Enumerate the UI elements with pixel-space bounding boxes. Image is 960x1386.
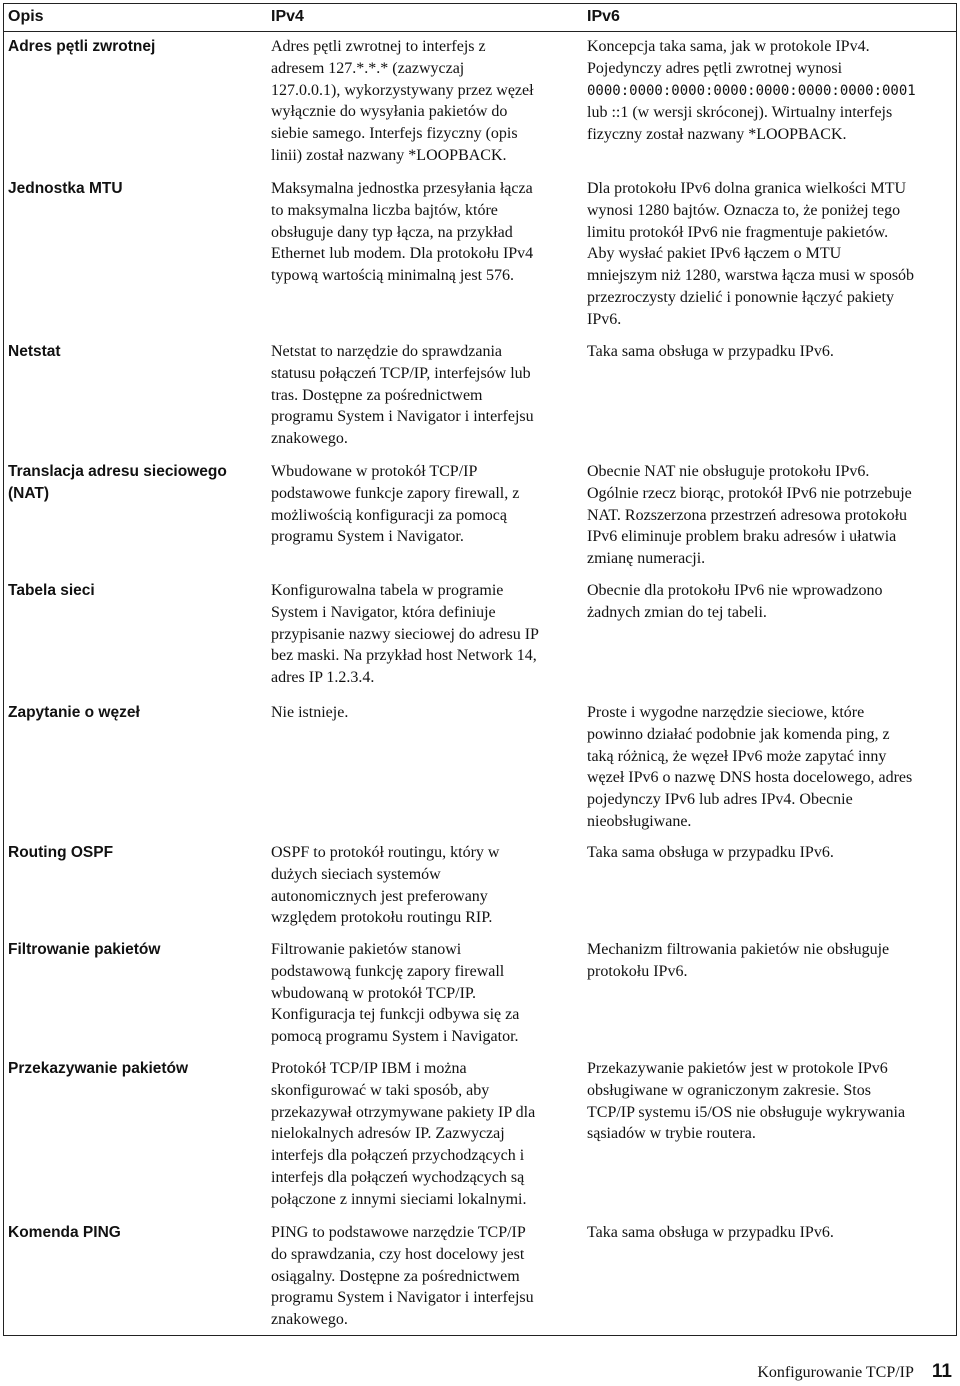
loopback-ipv6-text-a: Koncepcja taka sama, jak w protokole IPv4. Pojedynczy adres pętli zwrotnej wynosi — [587, 38, 870, 77]
row-ipv6-packet-forwarding: Przekazywanie pakietów jest w protokole IPv6 obsługiwane w ograniczonym zakresie. Stos TCP/IP systemu i5/OS nie obsługuje wykrywania sąsiadów w trybie routera. — [587, 1060, 906, 1143]
row-ipv4-ospf: OSPF to protokół routingu, który w dużych sieciach systemów autonomicznych jest preferowany względem protokołu routingu RIP. — [271, 844, 500, 927]
row-ipv4-node-query: Nie istnieje. — [271, 704, 349, 721]
row-ipv6-loopback — [587, 36, 957, 146]
row-ipv4-ping: PING to podstawowe narzędzie TCP/IP do sprawdzania, czy host docelowy jest osiągalny. Dostępne za pośrednictwem programu System i Navigator i interfejsu znakowego. — [271, 1224, 534, 1329]
footer-section-title: Konfigurowanie TCP/IP — [757, 1364, 914, 1381]
row-ipv4-nat: Wbudowane w protokół TCP/IP podstawowe funkcje zapory firewall, z możliwością konfiguracji za pomocą programu System i Navigator. — [271, 463, 520, 546]
row-label-loopback: Adres pętli zwrotnej — [8, 38, 156, 55]
row-ipv6-packet-filtering: Mechanizm filtrowania pakietów nie obsługuje protokołu IPv6. — [587, 941, 890, 980]
row-label-netstat: Netstat — [8, 343, 61, 360]
row-ipv6-network-table: Obecnie dla protokołu IPv6 nie wprowadzono żadnych zmian do tej tabeli. — [587, 582, 883, 621]
row-label-ospf: Routing OSPF — [8, 844, 114, 861]
row-label-packet-forwarding: Przekazywanie pakietów — [8, 1060, 189, 1077]
row-ipv6-netstat: Taka sama obsługa w przypadku IPv6. — [587, 343, 834, 360]
row-label-node-query: Zapytanie o węzeł — [8, 704, 140, 721]
row-label-mtu: Jednostka MTU — [8, 180, 123, 197]
page-number: 11 — [931, 1361, 952, 1382]
row-label-network-table: Tabela sieci — [8, 582, 95, 599]
row-ipv4-loopback: Adres pętli zwrotnej to interfejs z adresem 127.*.*.* (zazwyczaj 127.0.0.1), wykorzystywany przez węzeł wyłącznie do wysyłania pakietów do siebie samego. Interfejs fizyczny (opis linii) został nazwany *LOOPBACK. — [271, 38, 534, 164]
row-ipv4-mtu: Maksymalna jednostka przesyłania łącza to maksymalna liczba bajtów, które obsługuje dany typ łącza, na przykład Ethernet lub modem. Dla protokołu IPv4 typową wartością minimalną jest 576. — [271, 180, 534, 285]
row-label-nat: Translacja adresu sieciowego (NAT) — [8, 463, 227, 502]
row-ipv6-node-query: Proste i wygodne narzędzie sieciowe, które powinno działać podobnie jak komenda ping, z taką różnicą, że węzeł IPv6 może zapytać inny węzeł IPv6 o nazwę DNS hosta docelowego, adres pojedynczy IPv6 lub adres IPv4. Obecnie nieobsługiwane. — [587, 704, 913, 830]
row-ipv6-nat: Obecnie NAT nie obsługuje protokołu IPv6. Ogólnie rzecz biorąc, protokół IPv6 nie potrzebuje NAT. Rozszerzona przestrzeń adresowa protokołu IPv6 eliminuje problem braku adresów i ułatwia zmianę numeracji. — [587, 463, 912, 568]
page-footer — [757, 1361, 952, 1383]
row-ipv4-packet-forwarding: Protokół TCP/IP IBM i można skonfigurować w taki sposób, aby przekazywał otrzymywane pakiety IP dla nielokalnych adresów IP. Zazwyczaj interfejs dla połączeń przychodzących i interfejs dla połączeń wychodzących są połączone z innymi sieciami lokalnymi. — [271, 1060, 536, 1208]
row-ipv6-mtu: Dla protokołu IPv6 dolna granica wielkości MTU wynosi 1280 bajtów. Oznacza to, że poniżej tego limitu protokół IPv6 nie fragmentuje pakietów. Aby wysłać pakiet IPv6 łączem o MTU mniejszym niż 1280, warstwa łącza musi w sposób przezroczysty dzielić i ponownie łączyć pakiety IPv6. — [587, 180, 915, 328]
row-ipv4-network-table: Konfigurowalna tabela w programie System i Navigator, która definiuje przypisanie nazwy sieciowej do adresu IP bez maski. Na przykład host Network 14, adres IP 1.2.3.4. — [271, 582, 539, 687]
loopback-ipv6-address: 0000:0000:0000:0000:0000:0000:0000:0001 — [587, 82, 916, 99]
column-header-description: Opis — [8, 8, 44, 25]
row-ipv4-packet-filtering: Filtrowanie pakietów stanowi podstawową funkcję zapory firewall wbudowaną w protokół TCP/IP. Konfiguracja tej funkcji odbywa się za pomocą programu System i Navigator. — [271, 941, 520, 1046]
column-header-ipv4: IPv4 — [271, 8, 304, 25]
header-divider — [3, 31, 957, 32]
row-label-ping: Komenda PING — [8, 1224, 121, 1241]
row-ipv6-ospf: Taka sama obsługa w przypadku IPv6. — [587, 844, 834, 861]
column-header-ipv6: IPv6 — [587, 8, 620, 25]
row-ipv6-ping: Taka sama obsługa w przypadku IPv6. — [587, 1224, 834, 1241]
row-ipv4-netstat: Netstat to narzędzie do sprawdzania statusu połączeń TCP/IP, interfejsów lub tras. Dostępne za pośrednictwem programu System i Navigator i interfejsu znakowego. — [271, 343, 534, 448]
row-label-packet-filtering: Filtrowanie pakietów — [8, 941, 161, 958]
loopback-ipv6-text-b: lub ::1 (w wersji skróconej). Wirtualny interfejs fizyczny został nazwany *LOOPBACK. — [587, 104, 893, 144]
